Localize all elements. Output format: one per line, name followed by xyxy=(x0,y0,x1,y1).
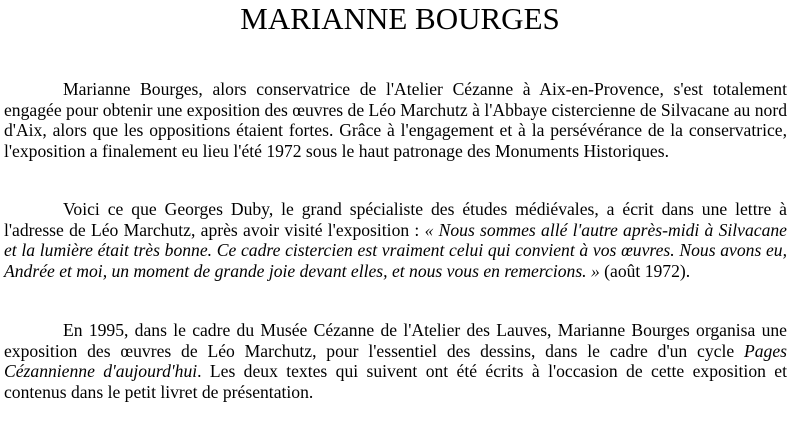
duby-quote: « Nous sommes allé l'autre après-midi à Silvacane et la lumière était très bonne. Ce cadre cistercien est vraiment celui qui convient à vos œuvres. Nous avons eu, Andrée et moi, un moment de grande joie devant elles, et nous vous en remercions. » xyxy=(4,219,787,281)
paragraph-exhibition-1972 xyxy=(4,79,787,161)
paragraph-exhibition-1995 xyxy=(4,320,787,402)
paragraph-text: Marianne Bourges, alors conservatrice de l'Atelier Cézanne à Aix-en-Provence, s'est totalement engagée pour obtenir une exposition des œuvres de Léo Marchutz à l'Abbaye cistercienne de Silvacane au nord d'Aix, alors que les oppositions étaient fortes. Grâce à l'engagement et à la persévérance de la conservatrice, l'exposition a finalement eu lieu l'été 1972 sous le haut patronage des Monuments Historiques. xyxy=(4,79,787,161)
paragraph-text-before: En 1995, dans le cadre du Musée Cézanne de l'Atelier des Lauves, Marianne Bourges organisa une exposition des œuvres de Léo Marchutz, pour l'essentiel des dessins, dans le cadre d'un cycle xyxy=(4,320,787,361)
paragraph-text-after: . Les deux textes qui suivent ont été écrits à l'occasion de cette exposition et contenus dans le petit livret de présentation. xyxy=(4,361,787,402)
letter-intro-text: Voici ce que Georges Duby, le grand spécialiste des études médiévales, a écrit dans une lettre à l'adresse de Léo Marchutz, après avoir visité l'exposition : xyxy=(4,199,787,240)
cycle-title: Pages Cézannienne d'aujourd'hui xyxy=(4,340,787,382)
page-title: MARIANNE BOURGES xyxy=(240,1,560,36)
letter-date: (août 1972). xyxy=(599,260,691,281)
paragraph-duby-letter xyxy=(4,199,787,281)
